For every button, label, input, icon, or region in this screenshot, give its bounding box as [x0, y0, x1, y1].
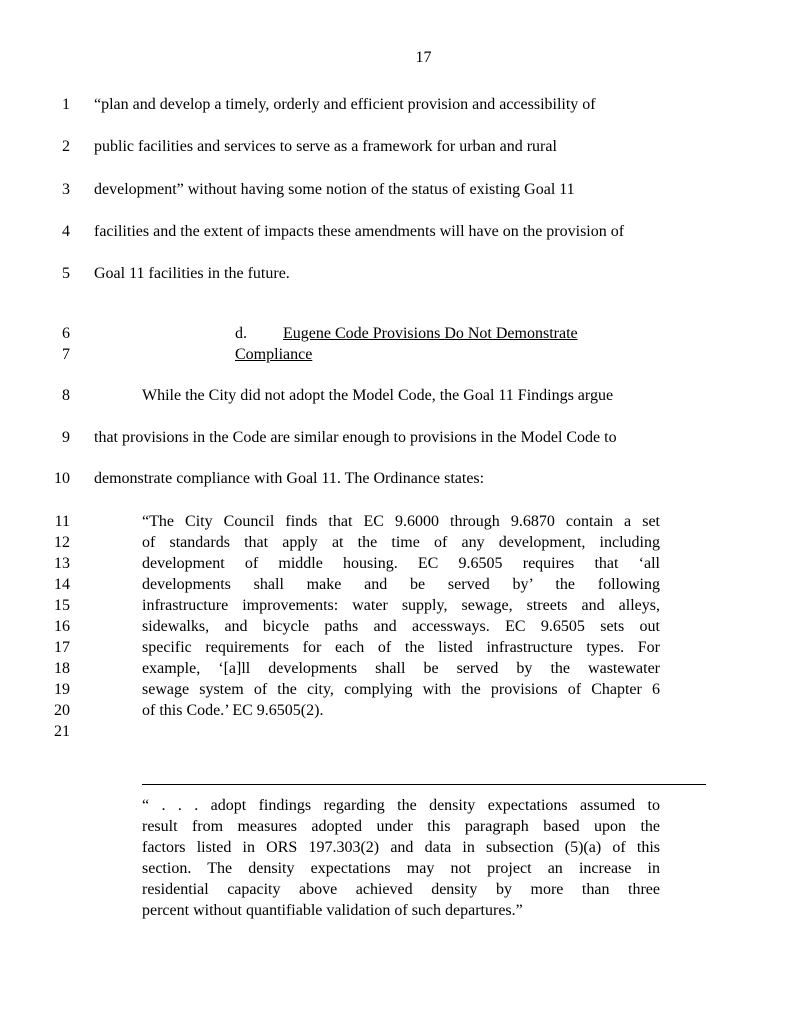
quote-line: sewage system of the city, complying with the provisions of Chapter 6: [142, 681, 660, 698]
line-number: 2: [62, 138, 70, 155]
quote-line: of standards that apply at the time of any development, including: [142, 534, 660, 551]
quote-line: developments shall make and be served by’ the following: [142, 576, 660, 593]
section-heading: [235, 324, 578, 344]
line-number: 14: [54, 576, 70, 593]
line-number: 1: [62, 96, 70, 113]
quote-line: example, ‘[a]ll developments shall be served by the wastewater: [142, 660, 660, 677]
footnote-line: percent without quantifiable validation of such departures.”: [142, 902, 523, 919]
quote-line: infrastructure improvements: water supply, sewage, streets and alleys,: [142, 597, 660, 614]
line-number: 12: [54, 534, 70, 551]
footnote-line: section. The density expectations may not project an increase in: [142, 860, 660, 877]
footnote-line: factors listed in ORS 197.303(2) and data in subsection (5)(a) of this: [142, 839, 660, 856]
page-number: 17: [415, 49, 432, 66]
quote-line: of this Code.’ EC 9.6505(2).: [142, 702, 324, 719]
body-text-line: Goal 11 facilities in the future.: [94, 265, 290, 282]
line-number: 17: [54, 639, 70, 656]
quote-line: development of middle housing. EC 9.6505 requires that ‘all: [142, 555, 660, 572]
line-number: 6: [62, 325, 70, 342]
line-number: 19: [54, 681, 70, 698]
heading-title-line1: Eugene Code Provisions Do Not Demonstrate: [283, 325, 578, 342]
line-number: 10: [54, 470, 70, 487]
footnote-separator: [142, 784, 706, 785]
body-text-line: “plan and develop a timely, orderly and efficient provision and accessibility of: [94, 96, 596, 113]
line-number: 4: [62, 223, 70, 240]
line-number: 13: [54, 555, 70, 572]
body-text-line: public facilities and services to serve as a framework for urban and rural: [94, 138, 557, 155]
body-text-line: that provisions in the Code are similar enough to provisions in the Model Code to: [94, 429, 617, 446]
line-number: 21: [54, 723, 70, 740]
line-number: 16: [54, 618, 70, 635]
line-number: 5: [62, 265, 70, 282]
line-number: 3: [62, 181, 70, 198]
line-number: 20: [54, 702, 70, 719]
body-text-line: While the City did not adopt the Model Code, the Goal 11 Findings argue: [142, 387, 614, 404]
body-text-line: facilities and the extent of impacts these amendments will have on the provision of: [94, 223, 625, 240]
line-number: 15: [54, 597, 70, 614]
quote-line: sidewalks, and bicycle paths and accessways. EC 9.6505 sets out: [142, 618, 660, 635]
line-number: 11: [54, 513, 70, 530]
footnote-line: result from measures adopted under this paragraph based upon the: [142, 818, 660, 835]
heading-title-line2: Compliance: [235, 346, 313, 363]
quote-line: “The City Council finds that EC 9.6000 through 9.6870 contain a set: [142, 513, 660, 530]
line-number: 18: [54, 660, 70, 677]
line-number: 8: [62, 387, 70, 404]
heading-letter: d.: [235, 325, 247, 342]
line-number: 9: [62, 429, 70, 446]
line-number: 7: [62, 346, 70, 363]
body-text-line: development” without having some notion of the status of existing Goal 11: [94, 181, 575, 198]
section-heading-cont: [235, 345, 312, 365]
body-text-line: demonstrate compliance with Goal 11. The Ordinance states:: [94, 470, 485, 487]
footnote-line: “ . . . adopt findings regarding the density expectations assumed to: [142, 797, 660, 814]
footnote-line: residential capacity above achieved density by more than three: [142, 881, 660, 898]
quote-line: specific requirements for each of the listed infrastructure types. For: [142, 639, 660, 656]
